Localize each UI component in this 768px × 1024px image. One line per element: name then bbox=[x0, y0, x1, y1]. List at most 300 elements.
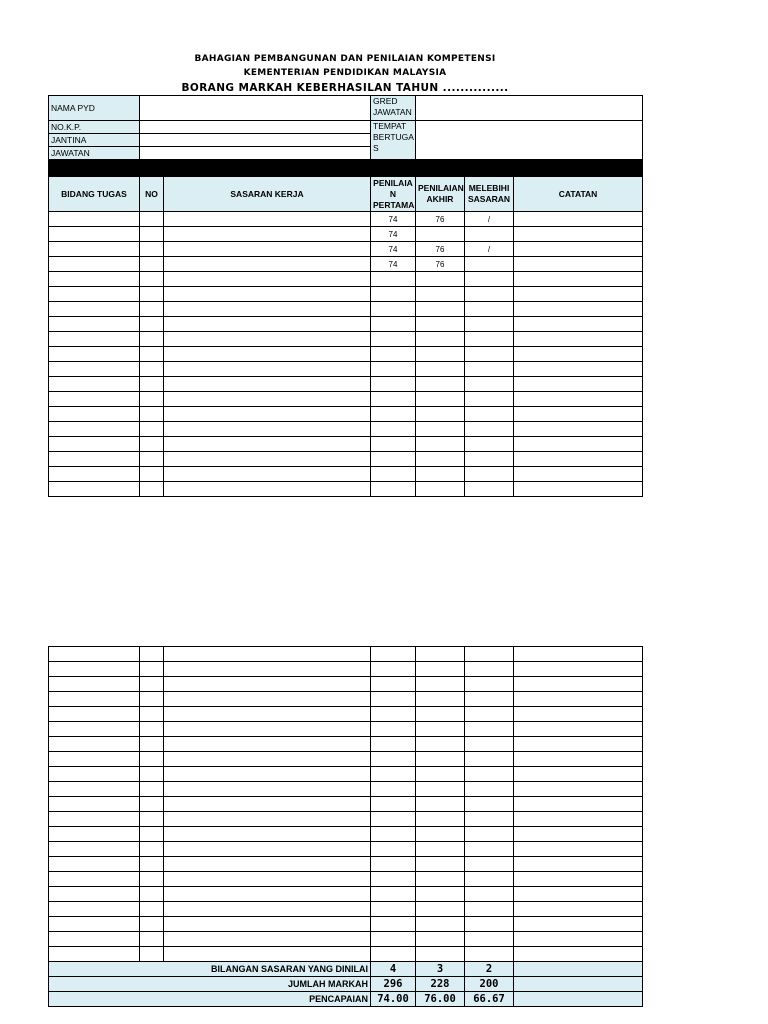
no-cell[interactable] bbox=[140, 797, 164, 812]
table-row bbox=[49, 392, 643, 407]
jawatan-value[interactable] bbox=[140, 147, 371, 160]
catatan-cell[interactable] bbox=[514, 467, 643, 482]
bidang-tugas-cell[interactable] bbox=[49, 902, 140, 917]
bilangan-label: BILANGAN SASARAN YANG DINILAI bbox=[49, 962, 371, 977]
no-cell[interactable] bbox=[140, 242, 164, 257]
bidang-tugas-cell[interactable] bbox=[49, 752, 140, 767]
penilaian-akhir-cell[interactable] bbox=[416, 737, 465, 752]
catatan-cell[interactable] bbox=[514, 647, 643, 662]
no-cell[interactable] bbox=[140, 827, 164, 842]
no-cell[interactable] bbox=[140, 947, 164, 962]
penilaian-akhir-cell[interactable] bbox=[416, 362, 465, 377]
no-cell[interactable] bbox=[140, 662, 164, 677]
melebihi-sasaran-cell[interactable] bbox=[465, 872, 514, 887]
catatan-cell[interactable] bbox=[514, 392, 643, 407]
sasaran-kerja-cell[interactable] bbox=[164, 452, 371, 467]
sasaran-kerja-cell[interactable] bbox=[164, 797, 371, 812]
penilaian-akhir-cell[interactable] bbox=[416, 887, 465, 902]
penilaian-pertama-cell[interactable] bbox=[371, 737, 416, 752]
no-cell[interactable] bbox=[140, 647, 164, 662]
no-cell[interactable] bbox=[140, 377, 164, 392]
melebihi-sasaran-cell[interactable] bbox=[465, 947, 514, 962]
bidang-tugas-cell[interactable] bbox=[49, 857, 140, 872]
jawatan-label: JAWATAN bbox=[49, 147, 140, 160]
no-cell[interactable] bbox=[140, 737, 164, 752]
catatan-cell[interactable] bbox=[514, 857, 643, 872]
penilaian-pertama-cell[interactable] bbox=[371, 887, 416, 902]
bidang-tugas-cell[interactable] bbox=[49, 647, 140, 662]
catatan-cell[interactable] bbox=[514, 827, 643, 842]
melebihi-sasaran-cell[interactable] bbox=[465, 407, 514, 422]
melebihi-sasaran-cell[interactable] bbox=[465, 887, 514, 902]
gred-jawatan-value[interactable] bbox=[416, 96, 643, 121]
no-cell[interactable] bbox=[140, 452, 164, 467]
catatan-cell[interactable] bbox=[514, 782, 643, 797]
no-cell[interactable] bbox=[140, 857, 164, 872]
sasaran-kerja-cell[interactable] bbox=[164, 872, 371, 887]
penilaian-pertama-cell[interactable] bbox=[371, 902, 416, 917]
penilaian-akhir-cell[interactable] bbox=[416, 812, 465, 827]
sasaran-kerja-cell[interactable] bbox=[164, 692, 371, 707]
no-cell[interactable] bbox=[140, 872, 164, 887]
melebihi-sasaran-cell[interactable] bbox=[465, 932, 514, 947]
catatan-cell[interactable] bbox=[514, 332, 643, 347]
penilaian-pertama-cell[interactable] bbox=[371, 437, 416, 452]
penilaian-akhir-cell[interactable] bbox=[416, 692, 465, 707]
melebihi-sasaran-cell[interactable] bbox=[465, 797, 514, 812]
melebihi-sasaran-cell[interactable] bbox=[465, 227, 514, 242]
penilaian-akhir-cell[interactable] bbox=[416, 392, 465, 407]
bidang-tugas-cell[interactable] bbox=[49, 737, 140, 752]
penilaian-pertama-cell[interactable] bbox=[371, 332, 416, 347]
bidang-tugas-cell[interactable] bbox=[49, 392, 140, 407]
melebihi-sasaran-cell[interactable] bbox=[465, 272, 514, 287]
no-cell[interactable] bbox=[140, 887, 164, 902]
no-cell[interactable] bbox=[140, 917, 164, 932]
melebihi-sasaran-cell[interactable] bbox=[465, 692, 514, 707]
penilaian-akhir-cell[interactable]: 76 bbox=[416, 212, 465, 227]
melebihi-sasaran-cell[interactable] bbox=[465, 317, 514, 332]
bidang-tugas-cell[interactable] bbox=[49, 257, 140, 272]
bidang-tugas-cell[interactable] bbox=[49, 347, 140, 362]
no-cell[interactable] bbox=[140, 257, 164, 272]
penilaian-akhir-cell[interactable] bbox=[416, 827, 465, 842]
sasaran-kerja-cell[interactable] bbox=[164, 917, 371, 932]
melebihi-sasaran-cell[interactable]: / bbox=[465, 212, 514, 227]
melebihi-sasaran-cell[interactable]: / bbox=[465, 242, 514, 257]
penilaian-akhir-cell[interactable] bbox=[416, 947, 465, 962]
penilaian-akhir-cell[interactable] bbox=[416, 782, 465, 797]
bidang-tugas-cell[interactable] bbox=[49, 362, 140, 377]
melebihi-sasaran-cell[interactable] bbox=[465, 347, 514, 362]
melebihi-sasaran-cell[interactable] bbox=[465, 287, 514, 302]
melebihi-sasaran-cell[interactable] bbox=[465, 812, 514, 827]
penilaian-akhir-cell[interactable]: 76 bbox=[416, 242, 465, 257]
penilaian-pertama-cell[interactable] bbox=[371, 722, 416, 737]
no-cell[interactable] bbox=[140, 302, 164, 317]
no-cell[interactable] bbox=[140, 932, 164, 947]
sasaran-kerja-cell[interactable] bbox=[164, 857, 371, 872]
no-cell[interactable] bbox=[140, 332, 164, 347]
penilaian-pertama-cell[interactable]: 74 bbox=[371, 257, 416, 272]
sasaran-kerja-cell[interactable] bbox=[164, 827, 371, 842]
melebihi-sasaran-cell[interactable] bbox=[465, 662, 514, 677]
melebihi-sasaran-cell[interactable] bbox=[465, 722, 514, 737]
catatan-cell[interactable] bbox=[514, 317, 643, 332]
sasaran-kerja-cell[interactable] bbox=[164, 707, 371, 722]
melebihi-sasaran-cell[interactable] bbox=[465, 707, 514, 722]
catatan-cell[interactable] bbox=[514, 272, 643, 287]
bidang-tugas-cell[interactable] bbox=[49, 932, 140, 947]
penilaian-akhir-cell[interactable] bbox=[416, 482, 465, 497]
sasaran-kerja-cell[interactable] bbox=[164, 677, 371, 692]
penilaian-pertama-cell[interactable] bbox=[371, 752, 416, 767]
bidang-tugas-cell[interactable] bbox=[49, 662, 140, 677]
sasaran-kerja-cell[interactable] bbox=[164, 212, 371, 227]
no-cell[interactable] bbox=[140, 482, 164, 497]
penilaian-pertama-cell[interactable]: 74 bbox=[371, 212, 416, 227]
penilaian-akhir-cell[interactable] bbox=[416, 857, 465, 872]
bidang-tugas-cell[interactable] bbox=[49, 722, 140, 737]
catatan-cell[interactable] bbox=[514, 227, 643, 242]
penilaian-akhir-cell[interactable] bbox=[416, 797, 465, 812]
penilaian-akhir-cell[interactable] bbox=[416, 752, 465, 767]
penilaian-pertama-cell[interactable] bbox=[371, 692, 416, 707]
no-cell[interactable] bbox=[140, 227, 164, 242]
penilaian-akhir-cell[interactable] bbox=[416, 467, 465, 482]
sasaran-kerja-cell[interactable] bbox=[164, 242, 371, 257]
bidang-tugas-cell[interactable] bbox=[49, 782, 140, 797]
bidang-tugas-cell[interactable] bbox=[49, 812, 140, 827]
nama-pyd-value[interactable] bbox=[140, 96, 371, 121]
penilaian-pertama-cell[interactable] bbox=[371, 782, 416, 797]
no-cell[interactable] bbox=[140, 347, 164, 362]
penilaian-pertama-cell[interactable] bbox=[371, 422, 416, 437]
catatan-cell[interactable] bbox=[514, 677, 643, 692]
catatan-cell[interactable] bbox=[514, 812, 643, 827]
sasaran-kerja-cell[interactable] bbox=[164, 272, 371, 287]
catatan-cell[interactable] bbox=[514, 242, 643, 257]
no-cell[interactable] bbox=[140, 722, 164, 737]
melebihi-sasaran-cell[interactable] bbox=[465, 422, 514, 437]
melebihi-sasaran-cell[interactable] bbox=[465, 782, 514, 797]
penilaian-akhir-cell[interactable] bbox=[416, 272, 465, 287]
penilaian-pertama-cell[interactable] bbox=[371, 662, 416, 677]
melebihi-sasaran-cell[interactable] bbox=[465, 752, 514, 767]
catatan-cell[interactable] bbox=[514, 452, 643, 467]
sasaran-kerja-cell[interactable] bbox=[164, 887, 371, 902]
bidang-tugas-cell[interactable] bbox=[49, 287, 140, 302]
sasaran-kerja-cell[interactable] bbox=[164, 662, 371, 677]
melebihi-sasaran-cell[interactable] bbox=[465, 377, 514, 392]
penilaian-akhir-cell[interactable] bbox=[416, 842, 465, 857]
no-cell[interactable] bbox=[140, 677, 164, 692]
penilaian-pertama-cell[interactable] bbox=[371, 452, 416, 467]
catatan-cell[interactable] bbox=[514, 842, 643, 857]
penilaian-akhir-cell[interactable] bbox=[416, 452, 465, 467]
catatan-cell[interactable] bbox=[514, 692, 643, 707]
catatan-cell[interactable] bbox=[514, 707, 643, 722]
melebihi-sasaran-cell[interactable] bbox=[465, 917, 514, 932]
penilaian-pertama-cell[interactable] bbox=[371, 932, 416, 947]
penilaian-akhir-cell[interactable] bbox=[416, 647, 465, 662]
sasaran-kerja-cell[interactable] bbox=[164, 302, 371, 317]
penilaian-akhir-cell[interactable] bbox=[416, 902, 465, 917]
catatan-cell[interactable] bbox=[514, 947, 643, 962]
sasaran-kerja-cell[interactable] bbox=[164, 347, 371, 362]
sasaran-kerja-cell[interactable] bbox=[164, 287, 371, 302]
penilaian-pertama-cell[interactable] bbox=[371, 647, 416, 662]
catatan-cell[interactable] bbox=[514, 722, 643, 737]
penilaian-pertama-cell[interactable] bbox=[371, 842, 416, 857]
penilaian-pertama-cell[interactable] bbox=[371, 917, 416, 932]
no-cell[interactable] bbox=[140, 287, 164, 302]
bidang-tugas-cell[interactable] bbox=[49, 707, 140, 722]
bidang-tugas-cell[interactable] bbox=[49, 407, 140, 422]
sasaran-kerja-cell[interactable] bbox=[164, 902, 371, 917]
melebihi-sasaran-cell[interactable] bbox=[465, 392, 514, 407]
sasaran-kerja-cell[interactable] bbox=[164, 377, 371, 392]
catatan-cell[interactable] bbox=[514, 872, 643, 887]
sasaran-kerja-cell[interactable] bbox=[164, 752, 371, 767]
penilaian-pertama-cell[interactable] bbox=[371, 797, 416, 812]
penilaian-akhir-cell[interactable] bbox=[416, 332, 465, 347]
bidang-tugas-cell[interactable] bbox=[49, 452, 140, 467]
table-row bbox=[49, 722, 643, 737]
bidang-tugas-cell[interactable] bbox=[49, 827, 140, 842]
melebihi-sasaran-cell[interactable] bbox=[465, 677, 514, 692]
catatan-cell[interactable] bbox=[514, 287, 643, 302]
catatan-cell[interactable] bbox=[514, 887, 643, 902]
penilaian-pertama-cell[interactable] bbox=[371, 377, 416, 392]
no-cell[interactable] bbox=[140, 812, 164, 827]
bidang-tugas-cell[interactable] bbox=[49, 692, 140, 707]
bidang-tugas-cell[interactable] bbox=[49, 377, 140, 392]
bilangan-melebihi: 2 bbox=[465, 962, 514, 977]
penilaian-akhir-cell[interactable] bbox=[416, 677, 465, 692]
penilaian-akhir-cell[interactable] bbox=[416, 302, 465, 317]
bidang-tugas-cell[interactable] bbox=[49, 227, 140, 242]
penilaian-akhir-cell[interactable] bbox=[416, 917, 465, 932]
sasaran-kerja-cell[interactable] bbox=[164, 467, 371, 482]
penilaian-pertama-cell[interactable] bbox=[371, 857, 416, 872]
melebihi-sasaran-cell[interactable] bbox=[465, 842, 514, 857]
penilaian-pertama-cell[interactable] bbox=[371, 677, 416, 692]
nama-pyd-label: NAMA PYD bbox=[49, 96, 140, 121]
sasaran-kerja-cell[interactable] bbox=[164, 422, 371, 437]
col-penilaian-pertama: PENILAIA N PERTAMA bbox=[371, 177, 416, 212]
bidang-tugas-cell[interactable] bbox=[49, 302, 140, 317]
sasaran-kerja-cell[interactable] bbox=[164, 407, 371, 422]
penilaian-akhir-cell[interactable] bbox=[416, 932, 465, 947]
no-cell[interactable] bbox=[140, 767, 164, 782]
bidang-tugas-cell[interactable] bbox=[49, 797, 140, 812]
melebihi-sasaran-cell[interactable] bbox=[465, 437, 514, 452]
bidang-tugas-cell[interactable] bbox=[49, 332, 140, 347]
penilaian-pertama-cell[interactable] bbox=[371, 317, 416, 332]
table-row bbox=[49, 782, 643, 797]
penilaian-pertama-cell[interactable] bbox=[371, 827, 416, 842]
bidang-tugas-cell[interactable] bbox=[49, 842, 140, 857]
bidang-tugas-cell[interactable] bbox=[49, 947, 140, 962]
no-cell[interactable] bbox=[140, 707, 164, 722]
melebihi-sasaran-cell[interactable] bbox=[465, 452, 514, 467]
catatan-cell[interactable] bbox=[514, 302, 643, 317]
catatan-cell[interactable] bbox=[514, 752, 643, 767]
penilaian-akhir-cell[interactable] bbox=[416, 347, 465, 362]
penilaian-pertama-cell[interactable] bbox=[371, 872, 416, 887]
table-row bbox=[49, 872, 643, 887]
melebihi-sasaran-cell[interactable] bbox=[465, 647, 514, 662]
penilaian-akhir-cell[interactable] bbox=[416, 377, 465, 392]
sasaran-kerja-cell[interactable] bbox=[164, 737, 371, 752]
no-kp-value[interactable] bbox=[140, 121, 371, 134]
penilaian-pertama-cell[interactable] bbox=[371, 467, 416, 482]
penilaian-pertama-cell[interactable] bbox=[371, 302, 416, 317]
melebihi-sasaran-cell[interactable] bbox=[465, 332, 514, 347]
no-cell[interactable] bbox=[140, 752, 164, 767]
penilaian-akhir-cell[interactable] bbox=[416, 722, 465, 737]
black-separator-bar bbox=[49, 160, 643, 177]
penilaian-akhir-cell[interactable] bbox=[416, 872, 465, 887]
melebihi-sasaran-cell[interactable] bbox=[465, 362, 514, 377]
penilaian-pertama-cell[interactable] bbox=[371, 272, 416, 287]
no-cell[interactable] bbox=[140, 422, 164, 437]
catatan-cell[interactable] bbox=[514, 212, 643, 227]
sasaran-kerja-cell[interactable] bbox=[164, 767, 371, 782]
sasaran-kerja-cell[interactable] bbox=[164, 317, 371, 332]
sasaran-kerja-cell[interactable] bbox=[164, 647, 371, 662]
sasaran-kerja-cell[interactable] bbox=[164, 842, 371, 857]
sasaran-kerja-cell[interactable] bbox=[164, 782, 371, 797]
no-cell[interactable] bbox=[140, 782, 164, 797]
penilaian-pertama-cell[interactable] bbox=[371, 392, 416, 407]
bidang-tugas-cell[interactable] bbox=[49, 242, 140, 257]
penilaian-pertama-cell[interactable] bbox=[371, 287, 416, 302]
penilaian-pertama-cell[interactable]: 74 bbox=[371, 242, 416, 257]
penilaian-akhir-cell[interactable] bbox=[416, 662, 465, 677]
melebihi-sasaran-cell[interactable] bbox=[465, 827, 514, 842]
no-cell[interactable] bbox=[140, 362, 164, 377]
sasaran-kerja-cell[interactable] bbox=[164, 482, 371, 497]
penilaian-akhir-cell[interactable] bbox=[416, 767, 465, 782]
catatan-cell[interactable] bbox=[514, 437, 643, 452]
bidang-tugas-cell[interactable] bbox=[49, 767, 140, 782]
penilaian-pertama-cell[interactable] bbox=[371, 482, 416, 497]
sasaran-kerja-cell[interactable] bbox=[164, 362, 371, 377]
no-cell[interactable] bbox=[140, 407, 164, 422]
no-cell[interactable] bbox=[140, 902, 164, 917]
sasaran-kerja-cell[interactable] bbox=[164, 947, 371, 962]
catatan-cell[interactable] bbox=[514, 662, 643, 677]
catatan-cell[interactable] bbox=[514, 917, 643, 932]
melebihi-sasaran-cell[interactable] bbox=[465, 902, 514, 917]
catatan-cell[interactable] bbox=[514, 377, 643, 392]
melebihi-sasaran-cell[interactable] bbox=[465, 767, 514, 782]
bidang-tugas-cell[interactable] bbox=[49, 212, 140, 227]
penilaian-akhir-cell[interactable] bbox=[416, 707, 465, 722]
penilaian-pertama-cell[interactable] bbox=[371, 362, 416, 377]
catatan-cell[interactable] bbox=[514, 347, 643, 362]
bidang-tugas-cell[interactable] bbox=[49, 482, 140, 497]
penilaian-pertama-cell[interactable] bbox=[371, 812, 416, 827]
sasaran-kerja-cell[interactable] bbox=[164, 722, 371, 737]
catatan-cell[interactable] bbox=[514, 422, 643, 437]
penilaian-pertama-cell[interactable] bbox=[371, 947, 416, 962]
penilaian-pertama-cell[interactable]: 74 bbox=[371, 227, 416, 242]
sasaran-kerja-cell[interactable] bbox=[164, 932, 371, 947]
catatan-cell[interactable] bbox=[514, 797, 643, 812]
catatan-cell[interactable] bbox=[514, 767, 643, 782]
no-cell[interactable] bbox=[140, 272, 164, 287]
melebihi-sasaran-cell[interactable] bbox=[465, 737, 514, 752]
penilaian-akhir-cell[interactable] bbox=[416, 317, 465, 332]
bidang-tugas-cell[interactable] bbox=[49, 917, 140, 932]
catatan-cell[interactable] bbox=[514, 737, 643, 752]
tempat-bertugas-value[interactable] bbox=[416, 121, 643, 160]
no-cell[interactable] bbox=[140, 692, 164, 707]
penilaian-akhir-cell[interactable] bbox=[416, 422, 465, 437]
bidang-tugas-cell[interactable] bbox=[49, 872, 140, 887]
no-cell[interactable] bbox=[140, 467, 164, 482]
jantina-value[interactable] bbox=[140, 134, 371, 147]
melebihi-sasaran-cell[interactable] bbox=[465, 467, 514, 482]
penilaian-akhir-cell[interactable] bbox=[416, 227, 465, 242]
catatan-cell[interactable] bbox=[514, 932, 643, 947]
bidang-tugas-cell[interactable] bbox=[49, 467, 140, 482]
melebihi-sasaran-cell[interactable] bbox=[465, 302, 514, 317]
header-line-1: BAHAGIAN PEMBANGUNAN DAN PENILAIAN KOMPETENSI bbox=[194, 54, 496, 64]
sasaran-kerja-cell[interactable] bbox=[164, 812, 371, 827]
penilaian-pertama-cell[interactable] bbox=[371, 407, 416, 422]
catatan-cell[interactable] bbox=[514, 482, 643, 497]
penilaian-akhir-cell[interactable] bbox=[416, 437, 465, 452]
bidang-tugas-cell[interactable] bbox=[49, 272, 140, 287]
bidang-tugas-cell[interactable] bbox=[49, 317, 140, 332]
catatan-cell[interactable] bbox=[514, 257, 643, 272]
sasaran-kerja-cell[interactable] bbox=[164, 392, 371, 407]
bidang-tugas-cell[interactable] bbox=[49, 437, 140, 452]
no-cell[interactable] bbox=[140, 392, 164, 407]
table-row bbox=[49, 707, 643, 722]
sasaran-kerja-cell[interactable] bbox=[164, 437, 371, 452]
penilaian-pertama-cell[interactable] bbox=[371, 707, 416, 722]
penilaian-akhir-cell[interactable] bbox=[416, 407, 465, 422]
catatan-cell[interactable] bbox=[514, 902, 643, 917]
table-row bbox=[49, 752, 643, 767]
no-cell[interactable] bbox=[140, 212, 164, 227]
penilaian-akhir-cell[interactable]: 76 bbox=[416, 257, 465, 272]
no-cell[interactable] bbox=[140, 437, 164, 452]
sasaran-kerja-cell[interactable] bbox=[164, 332, 371, 347]
melebihi-sasaran-cell[interactable] bbox=[465, 857, 514, 872]
penilaian-pertama-cell[interactable] bbox=[371, 347, 416, 362]
no-cell[interactable] bbox=[140, 317, 164, 332]
penilaian-akhir-cell[interactable] bbox=[416, 287, 465, 302]
melebihi-sasaran-cell[interactable] bbox=[465, 257, 514, 272]
catatan-cell[interactable] bbox=[514, 407, 643, 422]
table-row bbox=[49, 317, 643, 332]
melebihi-sasaran-cell[interactable] bbox=[465, 482, 514, 497]
sasaran-kerja-cell[interactable] bbox=[164, 227, 371, 242]
bidang-tugas-cell[interactable] bbox=[49, 887, 140, 902]
bidang-tugas-cell[interactable] bbox=[49, 677, 140, 692]
sasaran-kerja-cell[interactable] bbox=[164, 257, 371, 272]
no-cell[interactable] bbox=[140, 842, 164, 857]
bidang-tugas-cell[interactable] bbox=[49, 422, 140, 437]
penilaian-pertama-cell[interactable] bbox=[371, 767, 416, 782]
catatan-cell[interactable] bbox=[514, 362, 643, 377]
